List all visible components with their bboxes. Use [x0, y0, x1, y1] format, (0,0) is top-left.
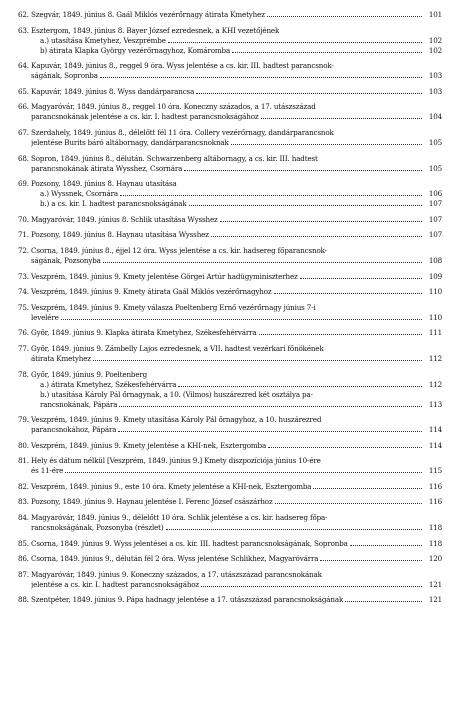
toc-line: [18, 580, 442, 590]
dot-leader: [100, 77, 422, 78]
page-number: 108: [428, 255, 442, 265]
toc-line: [18, 87, 442, 97]
dot-leader: [267, 16, 422, 17]
page-number: 106: [428, 189, 442, 199]
entry-text: 72. Csorna, 1849. június 8., éjjel 12 óra. Wyss jelentése a cs. kir. hadsereg főparancsnok-: [18, 245, 327, 255]
toc-line: [18, 189, 442, 199]
dot-leader: [119, 406, 422, 407]
dot-leader: [300, 278, 422, 279]
toc-entry: [18, 482, 442, 492]
toc-entry: [18, 179, 442, 209]
dot-leader: [118, 431, 422, 432]
page-number: 111: [428, 328, 442, 338]
page-number: 105: [428, 163, 442, 173]
page-number: 102: [428, 45, 442, 55]
toc-line: [18, 256, 442, 266]
toc-line: [18, 370, 442, 380]
entry-text: 85. Csorna, 1849. június 9. Wyss jelentései a cs. kir. III. hadtest parancsnokságának, Sopronba: [18, 538, 348, 548]
entry-text: 83. Pozsony, 1849. június 9. Haynau jelentése I. Ferenc József császárhoz: [18, 497, 273, 507]
dot-leader: [231, 144, 422, 145]
dot-leader: [268, 447, 422, 448]
toc-line: [18, 595, 442, 605]
toc-line: [18, 128, 442, 138]
toc-line: [18, 230, 442, 240]
entry-text: 71. Pozsony, 1849. június 8. Haynau utasítása Wysshez: [18, 230, 209, 240]
entry-text: parancsnokának átirata Wysshez, Csornára: [31, 163, 183, 173]
dot-leader: [274, 293, 422, 294]
toc-line: [18, 441, 442, 451]
page-number: 107: [428, 230, 442, 240]
page-number: 104: [428, 112, 442, 122]
entry-text: 64. Kapuvár, 1849. június 8., reggel 9 óra. Wyss jelentése a cs. kir. III. hadtest parancsnok-: [18, 61, 334, 71]
page-number: 120: [428, 554, 442, 564]
entry-text: 80. Veszprém, 1849. június 9. Kmety jelentése a KHI-nek, Esztergomba: [18, 440, 267, 450]
toc-line: [18, 482, 442, 492]
toc-line: [18, 164, 442, 174]
toc-entry: [18, 554, 442, 564]
entry-text: 73. Veszprém, 1849. június 9. Kmety jelentése Görgei Artúr hadügyminiszterhez: [18, 271, 298, 281]
entry-text: és 11-ére: [31, 466, 64, 476]
toc-line: [18, 246, 442, 256]
page-number: 109: [428, 271, 442, 281]
page-number: 116: [428, 481, 442, 491]
entry-text: 62. Szegvár, 1849. június 8. Gaál Miklós vezérőrnagy átirata Kmetyhez: [18, 10, 265, 19]
page-number: 112: [428, 353, 442, 363]
toc-line: [18, 61, 442, 71]
entry-text: 88. Szentpéter, 1849. június 9. Pápa hadnagy jelentése a 17. utászszázad parancsnokságának: [18, 595, 344, 605]
toc-line: [18, 554, 442, 564]
entry-text: parancsnokához, Pápára: [31, 425, 117, 435]
entry-text: 81. Hely és dátum nélkül [Veszprém, 1849. június 9.] Kmety diszpozíciója június 10-ére: [18, 456, 321, 466]
toc-line: [18, 523, 442, 533]
entry-text: rancsnokságának, Pozsonyba (részlet): [31, 523, 164, 533]
dot-leader: [120, 195, 422, 196]
entry-text: 63. Esztergom, 1849. június 8. Bayer József ezredesnek, a KHI vezetőjének: [18, 25, 280, 35]
toc-entry: [18, 513, 442, 533]
entry-text: 87. Magyaróvár, 1849. június 9. Koneczny százados, a 17. utászszázad parancsnokának: [18, 569, 322, 579]
entry-text: 86. Csorna, 1849. június 9., délután fél 2 óra. Wyss jelentése Schlikhez, Magyaróvárra: [18, 554, 319, 564]
toc-entry: [18, 370, 442, 410]
toc-line: [18, 36, 442, 46]
page-number: 118: [428, 523, 442, 533]
entry-text: 75. Veszprém, 1849. június 9. Kmety válasza Poeltenberg Ernő vezérőrnagy június 7-i: [18, 302, 316, 312]
entry-text: 84. Magyaróvár, 1849. június 9., délelőtt 10 óra. Schlik jelentése a cs. kir. hadsereg főpa-: [18, 513, 328, 523]
page-number: 112: [428, 379, 442, 389]
page-number: 121: [428, 595, 442, 605]
entry-text: ságának, Pozsonyba: [31, 255, 101, 265]
entry-text: 74. Veszprém, 1849. június 9. Kmety átirata Gaál Miklós vezérőrnagyhoz: [18, 287, 272, 297]
toc-line: [18, 287, 442, 297]
toc-line: [18, 513, 442, 523]
toc-line: [18, 46, 442, 56]
entry-text: a.) Wyssnek, Csornára: [40, 189, 119, 199]
toc-line: [18, 400, 442, 410]
dot-leader: [232, 52, 422, 53]
dot-leader: [196, 93, 422, 94]
toc-line: [18, 415, 442, 425]
toc-line: [18, 112, 442, 122]
toc-entry: [18, 272, 442, 282]
toc-entry: [18, 497, 442, 507]
entry-text: b.) utasítása Károly Pál őrnagynak, a 10. (Vilmos) huszárezred két osztálya pa-: [40, 389, 313, 399]
entry-text: jelentése Burits báró altábornagy, dandárparancsnoknak: [31, 137, 229, 147]
entry-text: 70. Magyaróvár, 1849. június 8. Schlik utasítása Wysshez: [18, 214, 218, 224]
toc-line: [18, 138, 442, 148]
toc-line: [18, 497, 442, 507]
toc-entry: [18, 87, 442, 97]
dot-leader: [320, 560, 422, 561]
toc-line: [18, 456, 442, 466]
toc-line: [18, 303, 442, 313]
toc-line: [18, 380, 442, 390]
entry-text: 65. Kapuvár, 1849. június 8. Wyss dandárparancsa: [18, 86, 195, 96]
toc-entry: [18, 128, 442, 148]
entry-text: a.) utasítása Kmetyhez, Veszprémbe: [40, 35, 166, 45]
table-of-contents: [18, 10, 442, 611]
dot-leader: [313, 488, 422, 489]
toc-line: [18, 199, 442, 209]
entry-text: átirata Kmetyhez: [31, 353, 91, 363]
entry-text: 68. Sopron, 1849. június 8., délután. Schwarzenberg altábornagy, a cs. kir. III. hadtest: [18, 153, 318, 163]
page-number: 121: [428, 579, 442, 589]
dot-leader: [189, 205, 422, 206]
page-number: 110: [428, 287, 442, 297]
dot-leader: [201, 586, 422, 587]
toc-entry: [18, 539, 442, 549]
toc-entry: [18, 344, 442, 364]
entry-text: levelére: [31, 312, 59, 322]
toc-line: [18, 344, 442, 354]
dot-leader: [259, 334, 422, 335]
toc-line: [18, 102, 442, 112]
toc-line: [18, 272, 442, 282]
toc-line: [18, 215, 442, 225]
toc-entry: [18, 10, 442, 20]
toc-line: [18, 390, 442, 400]
toc-line: [18, 71, 442, 81]
toc-line: [18, 425, 442, 435]
toc-line: [18, 26, 442, 36]
toc-entry: [18, 456, 442, 476]
toc-line: [18, 10, 442, 20]
page-number: 118: [428, 538, 442, 548]
dot-leader: [166, 529, 422, 530]
toc-entry: [18, 595, 442, 605]
entry-text: 76. Győr, 1849. június 9. Klapka átirata Kmetyhez, Székesfehérvárra: [18, 328, 257, 338]
page-number: 110: [428, 312, 442, 322]
toc-entry: [18, 230, 442, 240]
toc-entry: [18, 102, 442, 122]
entry-text: 82. Veszprém, 1849. június 9., este 10 óra. Kmety jelentése a KHI-nek, Esztergomba: [18, 481, 312, 491]
entry-text: 79. Veszprém, 1849. június 9. Kmety utasítása Károly Pál őrnagyhoz, a 10. huszárezred: [18, 415, 322, 425]
dot-leader: [168, 42, 422, 43]
toc-entry: [18, 154, 442, 174]
toc-entry: [18, 570, 442, 590]
entry-text: jelentése a cs. kir. I. hadtest parancsnokságához: [31, 579, 200, 589]
toc-entry: [18, 61, 442, 81]
toc-entry: [18, 287, 442, 297]
toc-line: [18, 354, 442, 364]
toc-entry: [18, 246, 442, 266]
entry-text: 66. Magyaróvár, 1849. június 8., reggel 10 óra. Koneczny százados, a 17. utászszázad: [18, 102, 316, 112]
toc-entry: [18, 415, 442, 435]
entry-text: 69. Pozsony, 1849. június 8. Haynau utasítása: [18, 179, 177, 189]
entry-text: 78. Győr, 1849. június 9. Poeltenberg: [18, 369, 148, 379]
page-number: 113: [428, 399, 442, 409]
toc-line: [18, 328, 442, 338]
dot-leader: [184, 170, 422, 171]
toc-line: [18, 466, 442, 476]
dot-leader: [93, 360, 422, 361]
entry-text: 67. Szerdahely, 1849. június 8., délelőtt fél 11 óra. Collery vezérőrnagy, dandárparancsnok: [18, 127, 334, 137]
entry-text: rancsnokának, Pápára: [40, 399, 118, 409]
dot-leader: [103, 262, 422, 263]
entry-text: b.) a cs. kir. I. hadtest parancsnokságának: [40, 199, 187, 209]
dot-leader: [211, 236, 422, 237]
toc-line: [18, 154, 442, 164]
entry-text: ságának, Sopronba: [31, 71, 98, 81]
dot-leader: [178, 386, 422, 387]
toc-line: [18, 539, 442, 549]
toc-line: [18, 313, 442, 323]
dot-leader: [350, 545, 422, 546]
toc-entry: [18, 26, 442, 56]
page-number: 105: [428, 137, 442, 147]
page-number: 116: [428, 497, 442, 507]
entry-text: b) átirata Klapka György vezérőrnagyhoz, Komáromba: [40, 45, 231, 55]
dot-leader: [345, 601, 422, 602]
page-number: 114: [428, 425, 442, 435]
toc-entry: [18, 328, 442, 338]
page-number: 101: [428, 10, 442, 19]
page-number: 102: [428, 35, 442, 45]
page-number: 114: [428, 440, 442, 450]
dot-leader: [65, 472, 422, 473]
page-number: 107: [428, 199, 442, 209]
page-number: 115: [428, 466, 442, 476]
dot-leader: [261, 118, 423, 119]
toc-line: [18, 179, 442, 189]
toc-entry: [18, 303, 442, 323]
toc-entry: [18, 215, 442, 225]
page-number: 103: [428, 71, 442, 81]
dot-leader: [275, 503, 422, 504]
toc-line: [18, 570, 442, 580]
entry-text: a.) átirata Kmetyhez, Székesfehérvárra: [40, 379, 177, 389]
page-number: 103: [428, 86, 442, 96]
toc-entry: [18, 441, 442, 451]
page-number: 107: [428, 214, 442, 224]
dot-leader: [220, 221, 422, 222]
dot-leader: [61, 319, 422, 320]
entry-text: parancsnokának jelentése a cs. kir. I. hadtest parancsnokságához: [31, 112, 259, 122]
entry-text: 77. Győr, 1849. június 9. Zámbelly Lajos ezredesnek, a VII. hadtest vezérkari főnökének: [18, 343, 324, 353]
